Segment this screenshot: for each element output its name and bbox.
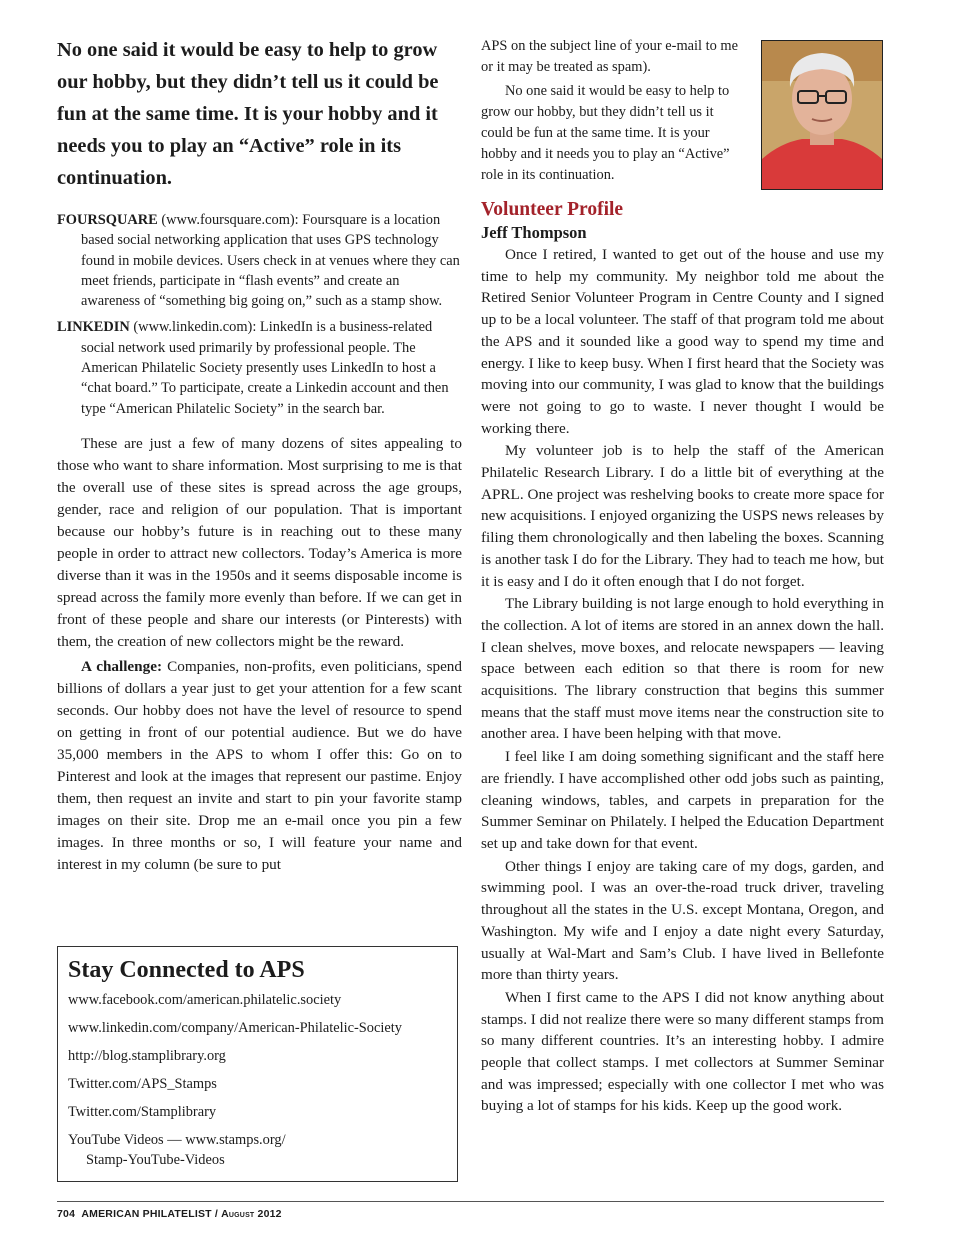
definition-text: (www.foursquare.com): Foursquare is a location based social networking application that uses GPS technology found in mobile devices. Users check in at venues where they can meet friends, participate in “flash events” and create an awareness of “something big going on,” such as a stamp show. (81, 212, 460, 310)
profile-body-text (481, 244, 884, 1117)
sidebar-title: Stay Connected to APS (68, 957, 305, 983)
right-intro-text (481, 36, 743, 186)
profile-paragraph: Other things I enjoy are taking care of my dogs, garden, and swimming pool. I was an over-the-road truck driver, traveling throughout all the states in the U.S. except Montana, Oregon, and Washington. My wife and I enjoy a date night every Saturday, usually at Wal-Mart and Sam’s Club. I have lived in Bellefonte more than thirty years. (481, 857, 884, 984)
sidebar-link-twitter-aps[interactable]: Twitter.com/APS_Stamps (68, 1076, 217, 1092)
intro-paragraph: No one said it would be easy to help to grow our hobby, but they didn’t tell us it could be fun at the same time. It is your hobby and it needs you to play an “Active” role in its continuation. (481, 83, 730, 183)
left-body-text (57, 433, 462, 876)
profile-paragraph: The Library building is not large enough to hold everything in the collection. A lot of items are stored in an annex down the hall. I clean shelves, move boxes, and relocate newspapers — leaving space between each edition so that there is room for new acquisitions. The library construction that begins this summer means that the staff must move items near the construction site to another area. I have been helping with that move. (481, 595, 884, 743)
profile-paragraph: Once I retired, I wanted to get out of the house and use my time to help my community. My neighbor told me about the Retired Senior Volunteer Program in Centre County and I signed up to be a local volunteer. The staff of that program told me about the APS and it sounded like a good way to spend my time and energy. I like to keep busy. When I first heard that the Society was moving into our community, I was glad to know that the buildings were not going to go to waste. I never thought I would be working there. (481, 246, 884, 437)
volunteer-photo (761, 40, 883, 190)
section-heading: Volunteer Profile (481, 199, 624, 220)
left-column (57, 34, 462, 879)
sidebar-link-blog[interactable]: http://blog.stamplibrary.org (68, 1048, 226, 1064)
portrait-illustration (762, 41, 882, 189)
sidebar-link-twitter-library[interactable]: Twitter.com/Stamplibrary (68, 1104, 217, 1120)
page-footer (57, 1208, 282, 1220)
profile-paragraph: When I first came to the APS I did not know anything about stamps. I did not realize there were so many different stamps from so many different countries. It’s an interesting hobby. I admire people that collect stamps. I met collectors at Summer Seminar and was impressed; especially with one collector I met who was buying a lot of stamps for his kids. Keep up the good work. (481, 988, 884, 1115)
sidebar-link-linkedin[interactable]: www.linkedin.com/company/American-Philatelic-Society (68, 1020, 402, 1036)
body-paragraph (57, 656, 462, 876)
pull-quote: No one said it would be easy to help to grow our hobby, but they didn’t tell us it could be fun at the same time. It is your hobby and it needs you to play an “Active” role in its continuation. (57, 39, 439, 189)
volunteer-name: Jeff Thompson (481, 223, 587, 242)
challenge-lead: A challenge: (81, 657, 163, 675)
publication-name: AMERICAN PHILATELIST (81, 1208, 212, 1220)
profile-paragraph: I feel like I am doing something significant and the staff here are friendly. I have accomplished other odd jobs such as painting, cleaning windows, tables, and carpets in preparation for the Summer Seminar on Philately. I helped the Education Department set up and take down for that event. (481, 748, 884, 852)
sidebar-link-youtube[interactable] (68, 1130, 447, 1170)
profile-paragraph: My volunteer job is to help the staff of the American Philatelic Research Library. I do a little bit of everything at the APRL. One project was reshelving books to create more space for new acquisitions. I enjoyed organizing the USPS news releases by filing them chronologically and then labeling the boxes. Scanning is another task I do for the Library. They had to teach me how, but it is easy and I do it often enough that I do not forget. (481, 442, 884, 590)
sidebar-link-facebook[interactable]: www.facebook.com/american.philatelic.society (68, 992, 342, 1008)
footer-divider (57, 1201, 884, 1202)
issue-date: August 2012 (221, 1208, 282, 1220)
definition-foursquare (57, 210, 462, 311)
definition-linkedin (57, 317, 462, 418)
definition-list (57, 210, 462, 419)
body-paragraph: These are just a few of many dozens of sites appealing to those who want to share information. Most surprising to me is that the overall use of these sites is spread across the age groups, gender, race and religion of our population. That is important because our hobby’s future is in reaching out to these many people in order to attract new collectors. Today’s America is more diverse than it was in the 1950s and it seems disposable income is spread across the family more evenly than before. If we can get in front of these people and share our interests (or Pinterests) with them, the creation of new collectors might be the reward. (57, 434, 462, 650)
definition-term: LINKEDIN (57, 319, 130, 336)
footer-separator: / (211, 1208, 222, 1220)
page-number: 704 (57, 1208, 76, 1220)
youtube-link-line1: YouTube Videos — www.stamps.org/ (68, 1132, 286, 1148)
definition-term: FOURSQUARE (57, 212, 158, 228)
challenge-text: Companies, non-profits, even politicians, spend billions of dollars a year just to get your attention for a few scant seconds. Our hobby does not have the level of resource to spend on getting in front of our potential audience. But we do have 35,000 members in the APS to whom I offer this: Go on to Pinterest and look at the images that represent our pastime. Enjoy them, then request an invite and start to pin your favorite stamp images on their site. Drop me an e-mail once you pin a few images. In three months or so, I will feature your name and interest in my column (be sure to put (57, 657, 462, 873)
stay-connected-box (57, 946, 458, 1182)
sidebar-link-list (68, 990, 447, 1170)
intro-paragraph: APS on the subject line of your e-mail to me or it may be treated as spam). (481, 38, 738, 75)
right-column (481, 36, 884, 1118)
definition-text: (www.linkedin.com): LinkedIn is a business-related social network used primarily by professional people. The American Philatelic Society presently uses LinkedIn to host a “chat board.” To participate, create a Linkedin account and then type “American Philatelic Society” in the search bar. (81, 319, 449, 417)
youtube-link-line2: Stamp-YouTube-Videos (86, 1152, 225, 1168)
